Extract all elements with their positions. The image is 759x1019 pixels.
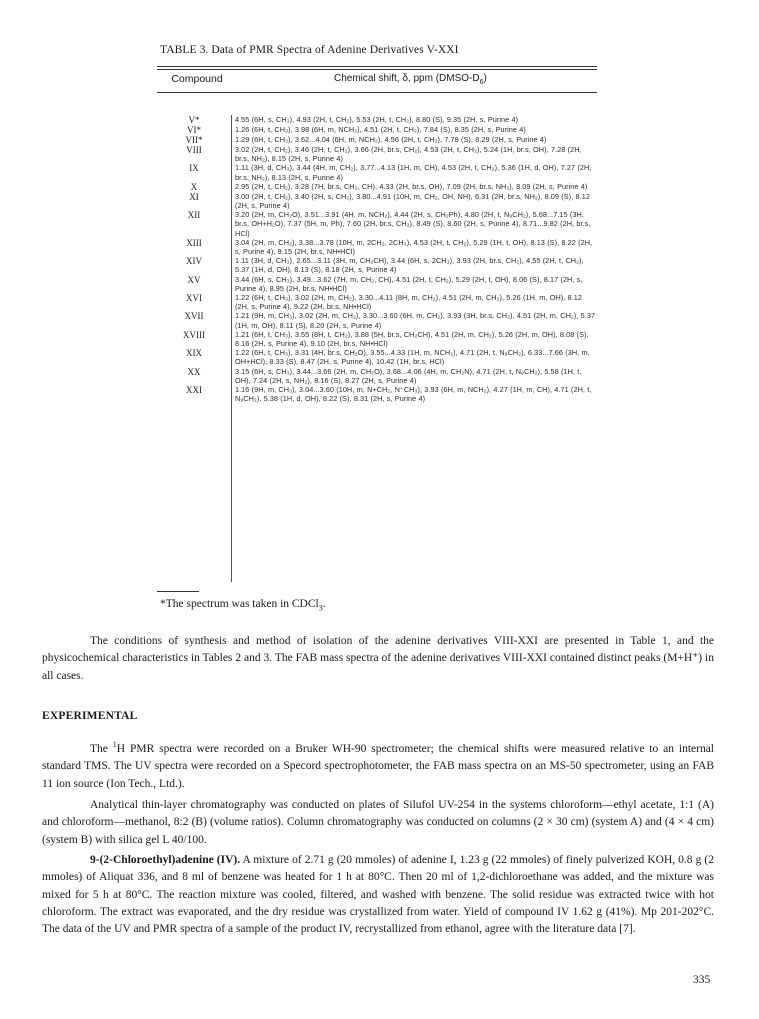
- table-row: [157, 182, 597, 192]
- compound-iv-heading: 9-(2-Chloroethyl)adenine (IV).: [90, 854, 241, 866]
- page-number: 335: [693, 974, 711, 986]
- table-row: [157, 238, 597, 256]
- compound-cell: VIII: [186, 145, 202, 155]
- chemical-shift-cell: 4.55 (6H, s, CH₃), 4.93 (2H, t, CH₂), 5.53 (2H, t, CH₂), 8.80 (S), 9.35 (2H, s, Purine 4): [235, 115, 519, 124]
- compound-cell: XVIII: [183, 329, 205, 340]
- table-row: [157, 125, 597, 135]
- column-header-shift-end: ): [483, 73, 487, 84]
- table-body: [157, 115, 597, 403]
- chemical-shift-cell: 1.29 (6H, t, CH₃), 3.62...4.04 (6H, m, NCH₂), 4.56 (2H, t, CH₂), 7.78 (S), 8.29 (2H, s, Purine 4): [235, 135, 547, 144]
- paragraph-chromatography: [42, 797, 714, 849]
- table-row: [157, 311, 597, 329]
- chemical-shift-cell: 1.11 (3H, d, CH₃), 2.65...3.11 (3H, m, CH₂CH), 3.44 (6H, s, 2CH₃), 3.93 (2H, br.s, CH₂), 4.55 (2H, t, CH₂), 5.37 (1H, d, OH), 8.13 (S), 8.18 (2H, s, Purine 4): [235, 256, 584, 275]
- compound-cell: XI: [189, 191, 199, 202]
- table-row: [157, 210, 597, 238]
- column-header-compound: Compound: [171, 73, 223, 85]
- chemical-shift-cell: 3.00 (2H, t, CH₂), 3.40 (2H, s, CH₂), 3.80...4.91 (10H, m, CH₂, OH, NH), 6.31 (2H, br.s, NH₂), 8.09 (S), 8.12 (2H, s, Purine 4): [235, 191, 590, 211]
- chemical-shift-cell: 1.11 (3H, d, CH₃), 3.44 (4H, m, CH₂), 3.77...4.13 (1H, m, CH), 4.53 (2H, t, CH₂), 5.36 (1H, d, OH), 7.27 (2H, br.s, NH₂), 8.13 (2H, s, Purine 4): [235, 163, 592, 182]
- compound-cell: XII: [187, 210, 201, 221]
- compound-cell: XVII: [184, 311, 204, 322]
- chemical-shift-cell: 1.21 (9H, m, CH₃), 3.02 (2H, m, CH₂), 3.30...3.60 (6H, m, CH₂), 3.93 (3H, br.s, CH₃), 4.51 (2H, m, CH₂), 5.37 (1H, m, OH), 8.11 (S), 8.20 (2H, s, Purine 4): [235, 311, 596, 330]
- column-header-shift-subscript: 6: [479, 79, 484, 86]
- compound-cell: XXI: [186, 385, 202, 396]
- paragraph-instruments: [42, 741, 714, 793]
- table-row: [157, 115, 597, 125]
- compound-cell: V*: [188, 115, 200, 125]
- table-row: [157, 256, 597, 274]
- table-row: [157, 135, 597, 145]
- chemical-shift-cell: 1.21 (6H, t, CH₃), 3.55 (8H, t, CH₂), 3.88 (5H, br.s, CH₂CH), 4.51 (2H, m, CH₂), 5.26 (2H, m, OH), 8.08 (S), 8.16 (2H, s, Purine 4), 9.10 (2H, br.s, NH•HCl): [235, 329, 589, 349]
- table-row: [157, 293, 597, 311]
- compound-cell: IX: [189, 163, 199, 174]
- footnote-subscript: 3: [318, 603, 323, 613]
- chemical-shift-cell: 1.22 (6H, t, CH₃), 3.31 (4H, br.s, CH₂O), 3.55...4.33 (1H, m, NCH₂), 4.71 (2H, t, N₉CH₂), 6.33...7.66 (3H, m, OH+HCl), 8.33 (S), 8.47 (2H, s, Purine 4), 10.42 (1H, br.s, HCl): [235, 348, 590, 367]
- compound-cell: XIX: [186, 348, 202, 359]
- footnote-end: .: [322, 598, 326, 610]
- compound-cell: XIII: [186, 237, 202, 248]
- chemical-shift-cell: 3.44 (6H, s, CH₃), 3.49...3.62 (7H, m, CH₂, CH), 4.51 (2H, t, CH₂), 5.29 (2H, t, OH), 8.06 (S), 8.17 (2H, s, Purine 4), 8.95 (2H, br.s, NH•HCl): [235, 274, 583, 293]
- paragraph-results: [42, 633, 714, 685]
- footnote-text: *The spectrum was taken in CDCl: [160, 598, 319, 610]
- table-top-rule-double: [157, 69, 597, 70]
- paragraph-instruments-sup: 1: [112, 740, 117, 750]
- column-header-chemical-shift: [334, 73, 487, 86]
- compound-cell: XIV: [186, 256, 202, 267]
- chemical-shift-cell: 1.22 (6H, t, CH₃), 3.02 (2H, m, CH₂), 3.30...4.11 (8H, m, CH₂), 4.51 (2H, m, CH₂), 5.26 (1H, m, OH), 8.12 (2H, s, Purine 4), 9.22 (2H, br.s, NH•HCl): [235, 293, 583, 312]
- chemical-shift-cell: 3.04 (2H, m, CH₂), 3.38...3.78 (10H, m, 2CH₂, 2CH₃), 4.53 (2H, t, CH₂), 5.29 (1H, t, OH), 8.13 (S), 8.22 (2H, s, Purine 4), 9.15 (2H, br.s, NH•HCl): [235, 237, 593, 257]
- table-footnote: [160, 598, 326, 612]
- paragraph-synthesis-iv-text: A mixture of 2.71 g (20 mmoles) of adenine I, 1.23 g (22 mmoles) of finely pulverized KOH, 0.8 g (2 mmoles) of Aliquat 336, and 8 ml of benzene was heated for 1 h at 80°C. Then 20 ml of 1,2-dichloroethane was added, and the mixture was mixed for 5 h at 80°C. The reaction mixture was cooled, filtered, and washed with benzene. The solid residue was extracted twice with hot chloroform. The extract was evaporated, and the dry residue was crystallized from water. Yield of compound IV 1.62 g (41%). Mp 201-202°C. The data of the UV and PMR spectra of a sample of the product IV, recrystallized from ethanol, agree with the literature data [7].: [42, 854, 714, 936]
- compound-cell: XV: [187, 274, 201, 285]
- compound-cell: X: [190, 181, 198, 192]
- table-top-rule: [157, 66, 597, 67]
- paragraph-results-text: The conditions of synthesis and method of isolation of the adenine derivatives VIII-XXI are presented in Table 1, and the physicochemical characteristics in Tables 2 and 3. The FAB mass spectra of the adenine derivatives VIII-XXI contained distinct peaks (M+H⁺) in all cases.: [42, 635, 714, 682]
- compound-cell: VI*: [187, 125, 201, 135]
- paragraph-chromatography-text: Analytical thin-layer chromatography was conducted on plates of Silufol UV-254 in the systems chloroform—ethyl acetate, 1:1 (A) and chloroform—methanol, 8:2 (B) (volume ratios). Column chromatography was conducted on columns (2 × 30 cm) (system A) and (4 × 4 cm) (system B) with silica gel L 40/100.: [42, 799, 714, 846]
- table-row: [157, 192, 597, 210]
- table-header-rule: [157, 92, 597, 93]
- chemical-shift-cell: 2.95 (2H, t, CH₂), 3.28 (7H, br.s, CH₂, CH), 4.33 (2H, br.s, OH), 7.09 (2H, br.s, NH₂), 8.09 (2H, s, Purine 4): [235, 181, 588, 191]
- table-row: [157, 348, 597, 366]
- table-row: [157, 275, 597, 293]
- compound-cell: VII*: [185, 135, 203, 145]
- paragraph-instruments-text: H PMR spectra were recorded on a Bruker WH-90 spectrometer; the chemical shifts were measured relative to an internal standard TMS. The UV spectra were recorded on a Specord spectrophotometer, the FAB mass spectra on an MS-50 spectrometer, using an FAB 11 ion source (Ion Tech., Ltd.).: [42, 743, 714, 790]
- compound-cell: XVI: [186, 293, 202, 304]
- paragraph-synthesis-iv: [42, 852, 714, 938]
- table-row: [157, 385, 597, 403]
- table-title: TABLE 3. Data of PMR Spectra of Adenine Derivatives V-XXI: [160, 44, 459, 56]
- chemical-shift-cell: 1.16 (9H, m, CH₃), 3.04...3.60 (10H, m, N+CH₂, N⁺CH₃), 3.93 (6H, m, NCH₂), 4.27 (1H, m, CH), 4.71 (2H, t, N₉CH₂), 5.38 (1H, d, OH), 8.22 (S), 8.31 (2H, s, Purine 4): [235, 385, 592, 404]
- table-row: [157, 163, 597, 181]
- compound-cell: XX: [187, 366, 201, 377]
- paragraph-instruments-pre: The: [90, 743, 113, 755]
- chemical-shift-cell: 1.26 (6H, t, CH₃), 3.98 (6H, m, NCH₂), 4.51 (2H, t, CH₂), 7.84 (S), 8.35 (2H, s, Purine 4): [235, 125, 526, 134]
- chemical-shift-cell: 3.15 (6H, s, CH₃), 3.44...3.66 (2H, m, CH₂O), 3.68...4.06 (4H, m, CH₂N), 4.71 (2H, t, N₉CH₂), 5.58 (1H, t, OH), 7.24 (2H, s, NH₂), 8.16 (S), 8.27 (2H, s, Purine 4): [235, 366, 582, 385]
- footnote-rule: [157, 591, 199, 592]
- table-row: [157, 367, 597, 385]
- table-row: [157, 330, 597, 348]
- chemical-shift-cell: 3.02 (2H, t, CH₂), 3.46 (2H, t, CH₂), 3.66 (2H, br.s, CH₂), 4.53 (2H, t, CH₂), 5.24 (1H, br.s, OH), 7.28 (2H, br.s, NH₂), 8.15 (2H, s, Purine 4): [235, 145, 582, 164]
- section-heading-experimental: EXPERIMENTAL: [42, 710, 138, 722]
- table-row: [157, 145, 597, 163]
- column-header-shift-text: Chemical shift, δ, ppm (DMSO-D: [334, 73, 480, 84]
- chemical-shift-cell: 3.20 (2H, m, CH₂O), 3.51...3.91 (4H, m, NCH₂), 4.44 (2H, s, CH₂Ph), 4.80 (2H, t, N₉CH₂), 5.68...7.15 (3H, br.s, OH+H₂O), 7.37 (5H, m, Ph), 7.60 (2H, br.s, CH₂), 8.49 (S), 8.60 (2H, s, Purine 4), 8.71...9.82 (2H, br.s, HCl): [235, 210, 591, 238]
